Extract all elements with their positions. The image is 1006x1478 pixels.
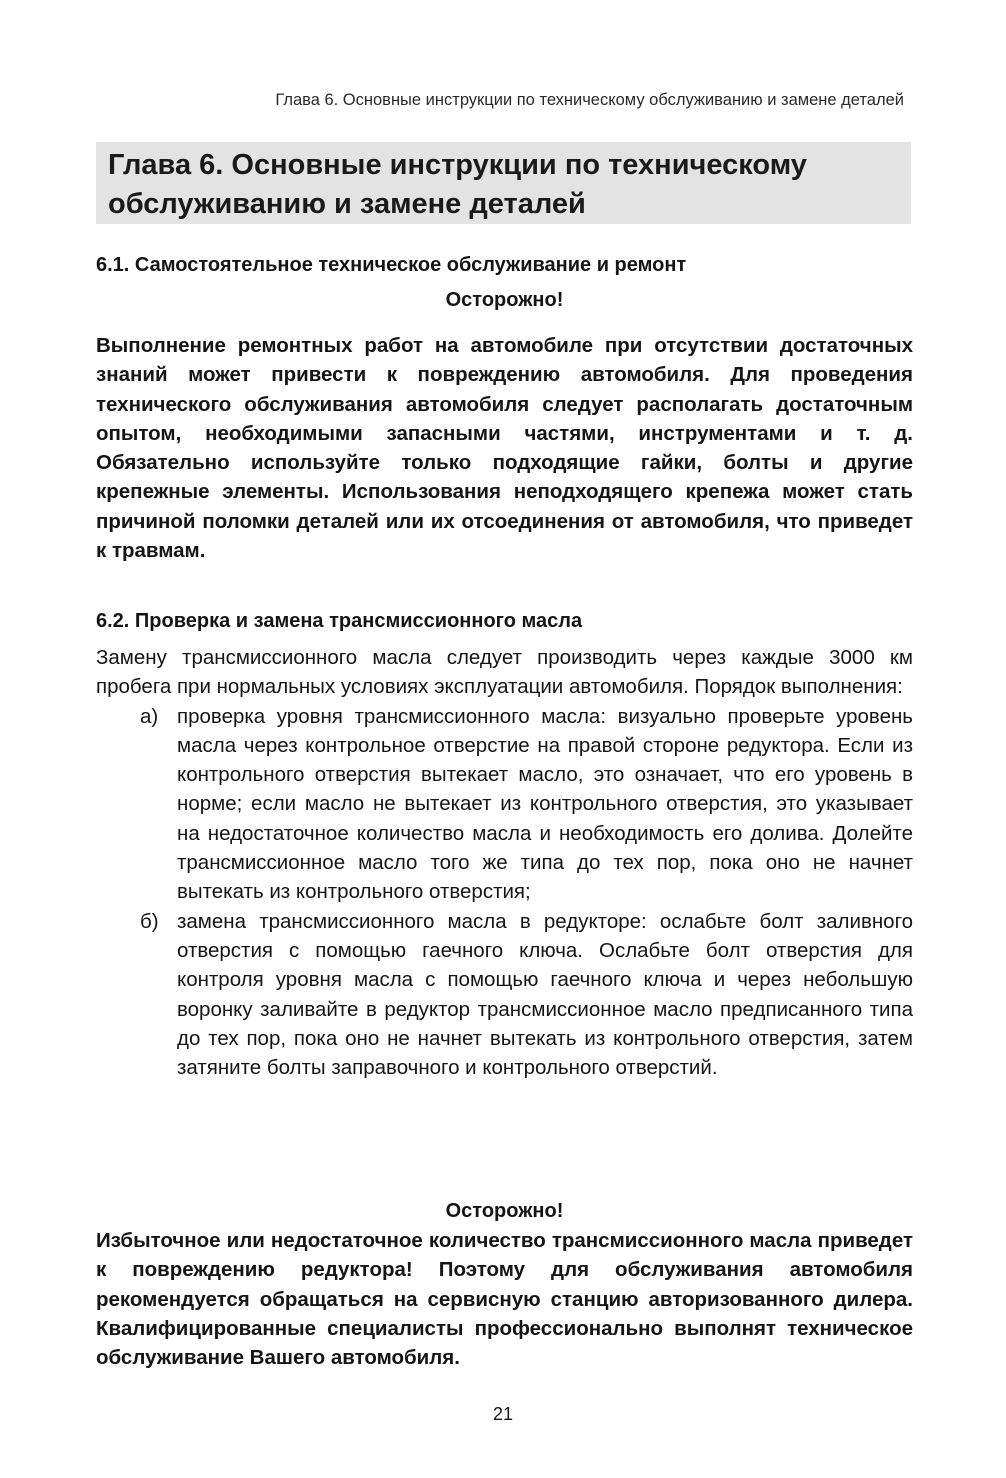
section-6-1-warning-heading-wrap (96, 287, 913, 313)
warning-heading-2: Осторожно! (445, 1200, 564, 1222)
chapter-title-line-2: обслуживанию и замене деталей (108, 188, 586, 220)
section-6-2-heading: 6.2. Проверка и замена трансмиссионного масла (96, 610, 583, 632)
section-6-1 (96, 252, 913, 278)
list-text-b: замена трансмиссионного масла в редукторе: ослабьте болт заливного отверстия с помощью гаечного ключа. Ослабьте болт отверстия для контроля уровня масла с помощью гаечного ключа и через небольшую воронку заливайте в редуктор трансмиссионное масло предписанного типа до тех пор, пока оно не начнет вытекать из контрольного отверстия, затем затяните болты заправочного и контрольного отверстий. (177, 909, 913, 1080)
section-6-2-body (96, 643, 913, 1082)
warning-text-1: Выполнение ремонтных работ на автомобиле при отсутствии достаточных знаний может привести к повреждению автомобиля. Для проведения технического обслуживания автомобиля следует располагать достаточным опытом, необходимыми запасными частями, инструментами и т. д. Обязательно используйте только подходящие гайки, болты и другие крепежные элементы. Использования неподходящего крепежа может стать причиной поломки деталей или их отсоединения от автомобиля, что приведет к травмам. (96, 334, 913, 563)
section-6-1-warning-wrap (96, 331, 913, 565)
section-6-2-intro: Замену трансмиссионного масла следует производить через каждые 3000 км пробега при нормальных условиях эксплуатации автомобиля. Порядок выполнения: (96, 646, 913, 699)
chapter-title-line-1: Глава 6. Основные инструкции по техническому (108, 149, 807, 181)
page-number: 21 (492, 1404, 514, 1424)
list-item-a (96, 702, 913, 907)
list-marker-b: б) (140, 909, 159, 933)
section-6-2 (96, 608, 913, 634)
section-6-2-warning-heading-wrap (96, 1198, 913, 1224)
section-6-1-heading: 6.1. Самостоятельное техническое обслуживание и ремонт (96, 254, 687, 276)
chapter-title (108, 146, 899, 224)
running-header: Глава 6. Основные инструкции по техническому обслуживанию и замене деталей (275, 91, 904, 109)
list-item-b (96, 907, 913, 1083)
list-text-a: проверка уровня трансмиссионного масла: визуально проверьте уровень масла через контрольное отверстие на правой стороне редуктора. Если из контрольного отверстия вытекает масло, это означает, что его уровень в норме; если масло не вытекает из контрольного отверстия, это указывает на недостаточное количество масла и необходимость его долива. Долейте трансмиссионное масло того же типа до тех пор, пока оно не начнет вытекать из контрольного отверстия; (177, 704, 913, 904)
warning-text-2: Избыточное или недостаточное количество трансмиссионного масла приведет к повреждению редуктора! Поэтому для обслуживания автомобиля рекомендуется обращаться на сервисную станцию авторизованного дилера. Квалифицированные специалисты профессионально выполнят техническое обслуживание Вашего автомобиля. (96, 1229, 913, 1370)
warning-heading-1: Осторожно! (445, 289, 564, 311)
chapter-title-box (96, 142, 911, 224)
section-6-2-warning-wrap (96, 1226, 913, 1372)
list-marker-a: а) (140, 704, 159, 728)
